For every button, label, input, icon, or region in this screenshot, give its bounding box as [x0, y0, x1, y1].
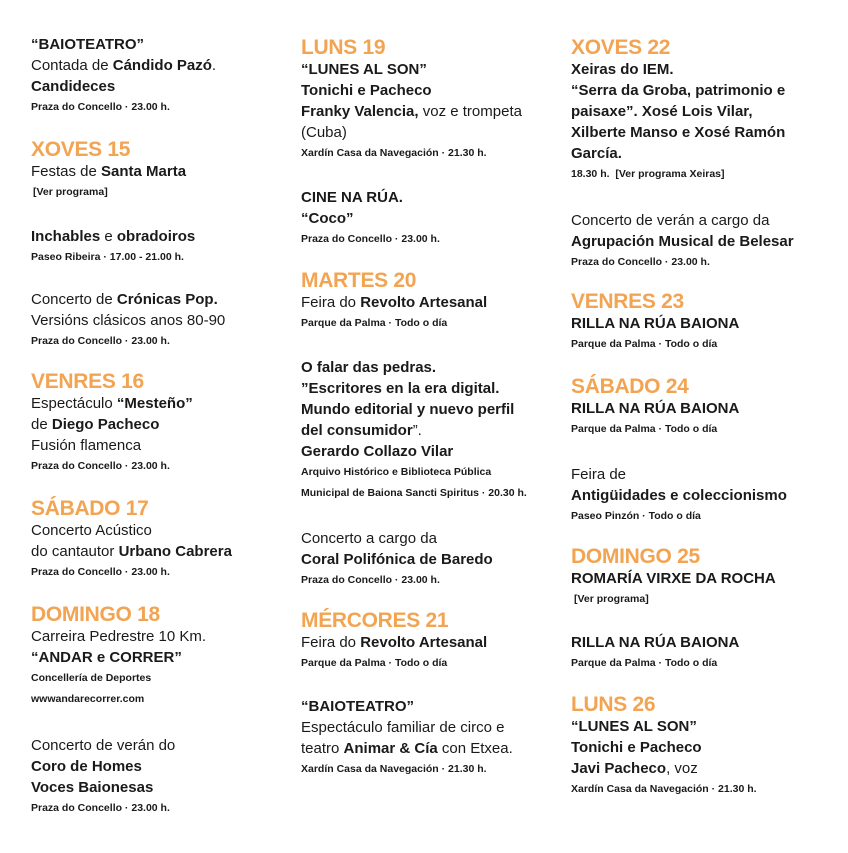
website-link[interactable]: wwwandarecorrer.com: [31, 693, 145, 705]
event-time-row: 18.30 h. [Ver programa Xeiras]: [571, 168, 725, 180]
day-heading: VENRES 16: [31, 370, 144, 393]
event-title: CINE NA RÚA.: [301, 189, 403, 206]
event-line: Feira do Revolto Artesanal: [301, 634, 488, 651]
event-line: do cantautor Urbano Cabrera: [31, 543, 232, 560]
event-place: Praza do Concello · 23.00 h.: [31, 566, 170, 578]
day-venres-23: [571, 291, 841, 355]
event-organizer: Concellería de Deportes: [31, 672, 152, 684]
day-heading: LUNS 19: [301, 36, 386, 59]
event-title: RILLA NA RÚA BAIONA: [571, 400, 740, 417]
day-heading: LUNS 26: [571, 693, 656, 716]
event-place: Arquivo Histórico e Biblioteca Pública: [301, 466, 492, 478]
event-line: Coro de Homes: [31, 758, 142, 775]
event-line: Antigüidades e coleccionismo: [571, 487, 787, 504]
event-title: “LUNES AL SON”: [571, 718, 697, 735]
day-heading: SÁBADO 17: [31, 497, 149, 520]
event-line: Espectáculo “Mesteño”: [31, 395, 193, 412]
event-line: Coral Polifónica de Baredo: [301, 551, 493, 568]
day-heading: MÉRCORES 21: [301, 609, 449, 632]
day-heading: DOMINGO 25: [571, 545, 700, 568]
event-line: Contada de Cándido Pazó.: [31, 57, 217, 74]
event-title: “BAIOTEATRO”: [301, 698, 415, 715]
event-baioteatro-circo: [301, 696, 563, 780]
event-place: Praza do Concello · 23.00 h.: [31, 335, 170, 347]
event-place: Praza do Concello · 23.00 h.: [31, 101, 170, 113]
day-domingo-18: [31, 604, 281, 710]
event-line: Gerardo Collazo Vilar: [301, 443, 454, 460]
event-line: Tonichi e Pacheco: [571, 739, 702, 756]
event-title: “LUNES AL SON”: [301, 61, 427, 78]
event-place: Praza do Concello · 23.00 h.: [301, 233, 440, 245]
event-line: “Serra da Groba, patrimonio e: [571, 82, 786, 99]
day-heading: XOVES 22: [571, 36, 671, 59]
event-line: Concerto Acústico: [31, 522, 152, 539]
day-heading: VENRES 23: [571, 290, 684, 313]
event-line: paisaxe”. Xosé Lois Vilar,: [571, 103, 753, 120]
day-heading: SÁBADO 24: [571, 375, 689, 398]
event-line: “Coco”: [301, 210, 354, 227]
event-line: del consumidor”.: [301, 422, 422, 439]
event-line: Javi Pacheco, voz: [571, 760, 698, 777]
event-title: Xeiras do IEM.: [571, 61, 674, 78]
ver-programa-link[interactable]: [Ver programa]: [33, 186, 108, 198]
event-line: Fusión flamenca: [31, 437, 142, 454]
event-line: Inchables e obradoiros: [31, 228, 196, 245]
event-place: Paseo Ribeira · 17.00 - 21.00 h.: [31, 251, 184, 263]
event-inchables: [31, 226, 281, 268]
event-place: Parque da Palma · Todo o día: [571, 338, 718, 350]
event-line: Versións clásicos anos 80-90: [31, 312, 226, 329]
event-line: (Cuba): [301, 124, 347, 141]
event-o-falar-das-pedras: [301, 357, 563, 504]
day-mercores-21: [301, 610, 563, 674]
event-line: Espectáculo familiar de circo e: [301, 719, 505, 736]
day-heading: XOVES 15: [31, 138, 131, 161]
event-place: Municipal de Baiona Sancti Spiritus · 20.30 h.: [301, 487, 527, 499]
event-coro-de-homes: [31, 735, 281, 819]
event-agrupacion-belesar: [571, 210, 841, 273]
event-cine-na-rua: [301, 187, 563, 250]
event-antiguidades: [571, 464, 841, 527]
event-place: Praza do Concello · 23.00 h.: [31, 802, 170, 814]
event-place: Parque da Palma · Todo o día: [571, 423, 718, 435]
event-line: Feira de: [571, 466, 627, 483]
event-line: Franky Valencia, voz e trompeta: [301, 103, 522, 120]
event-line: ”Escritores en la era digital.: [301, 380, 500, 397]
ver-programa-link[interactable]: [Ver programa]: [574, 593, 649, 605]
event-place: Paseo Pinzón · Todo o día: [571, 510, 701, 522]
event-cronicas-pop: [31, 289, 281, 352]
event-place: Xardín Casa da Navegación · 21.30 h.: [301, 147, 487, 159]
day-heading: DOMINGO 18: [31, 603, 160, 626]
event-line: Xilberte Manso e Xosé Ramón: [571, 124, 786, 141]
event-line: Carreira Pedrestre 10 Km.: [31, 628, 207, 645]
event-place: Xardín Casa da Navegación · 21.30 h.: [571, 783, 757, 795]
day-sabado-24: [571, 376, 841, 440]
day-martes-20: [301, 270, 563, 334]
event-line: Candideces: [31, 78, 116, 95]
event-rilla-na-rua: [571, 632, 841, 674]
event-title: “BAIOTEATRO”: [31, 36, 145, 53]
day-heading: MARTES 20: [301, 269, 417, 292]
day-luns-19: [301, 37, 563, 164]
event-place: Parque da Palma · Todo o día: [301, 657, 448, 669]
event-line: Voces Baionesas: [31, 779, 154, 796]
event-line: Concerto de verán a cargo da: [571, 212, 770, 229]
event-place: Parque da Palma · Todo o día: [301, 317, 448, 329]
event-line: Festas de Santa Marta: [31, 163, 187, 180]
event-place: Praza do Concello · 23.00 h.: [31, 460, 170, 472]
event-line: Mundo editorial y nuevo perfil: [301, 401, 515, 418]
event-line: Concerto de verán do: [31, 737, 176, 754]
event-place: Praza do Concello · 23.00 h.: [301, 574, 440, 586]
event-line: Feira do Revolto Artesanal: [301, 294, 488, 311]
day-domingo-25: [571, 546, 841, 610]
event-line: teatro Animar & Cía con Etxea.: [301, 740, 513, 757]
event-place: Praza do Concello · 23.00 h.: [571, 256, 710, 268]
event-line: Concerto a cargo da: [301, 530, 437, 547]
event-line: García.: [571, 145, 622, 162]
event-place: Xardín Casa da Navegación · 21.30 h.: [301, 763, 487, 775]
event-line: Agrupación Musical de Belesar: [571, 233, 794, 250]
event-place: Parque da Palma · Todo o día: [571, 657, 718, 669]
event-title: RILLA NA RÚA BAIONA: [571, 634, 740, 651]
event-line: Tonichi e Pacheco: [301, 82, 432, 99]
event-title: RILLA NA RÚA BAIONA: [571, 315, 740, 332]
day-xoves-15: [31, 139, 281, 203]
event-coral-polifonica: [301, 528, 563, 591]
day-xoves-22: [571, 37, 841, 185]
event-title: ROMARÍA VIRXE DA ROCHA: [571, 570, 776, 587]
ver-programa-xeiras-link[interactable]: [Ver programa Xeiras]: [615, 168, 725, 180]
event-line: Concerto de Crónicas Pop.: [31, 291, 218, 308]
day-luns-26: [571, 694, 841, 800]
day-sabado-17: [31, 498, 281, 583]
event-title: O falar das pedras.: [301, 359, 437, 376]
event-line: “ANDAR e CORRER”: [31, 649, 182, 666]
event-baioteatro-contada: [31, 34, 281, 118]
event-line: de Diego Pacheco: [31, 416, 160, 433]
day-venres-16: [31, 371, 281, 477]
